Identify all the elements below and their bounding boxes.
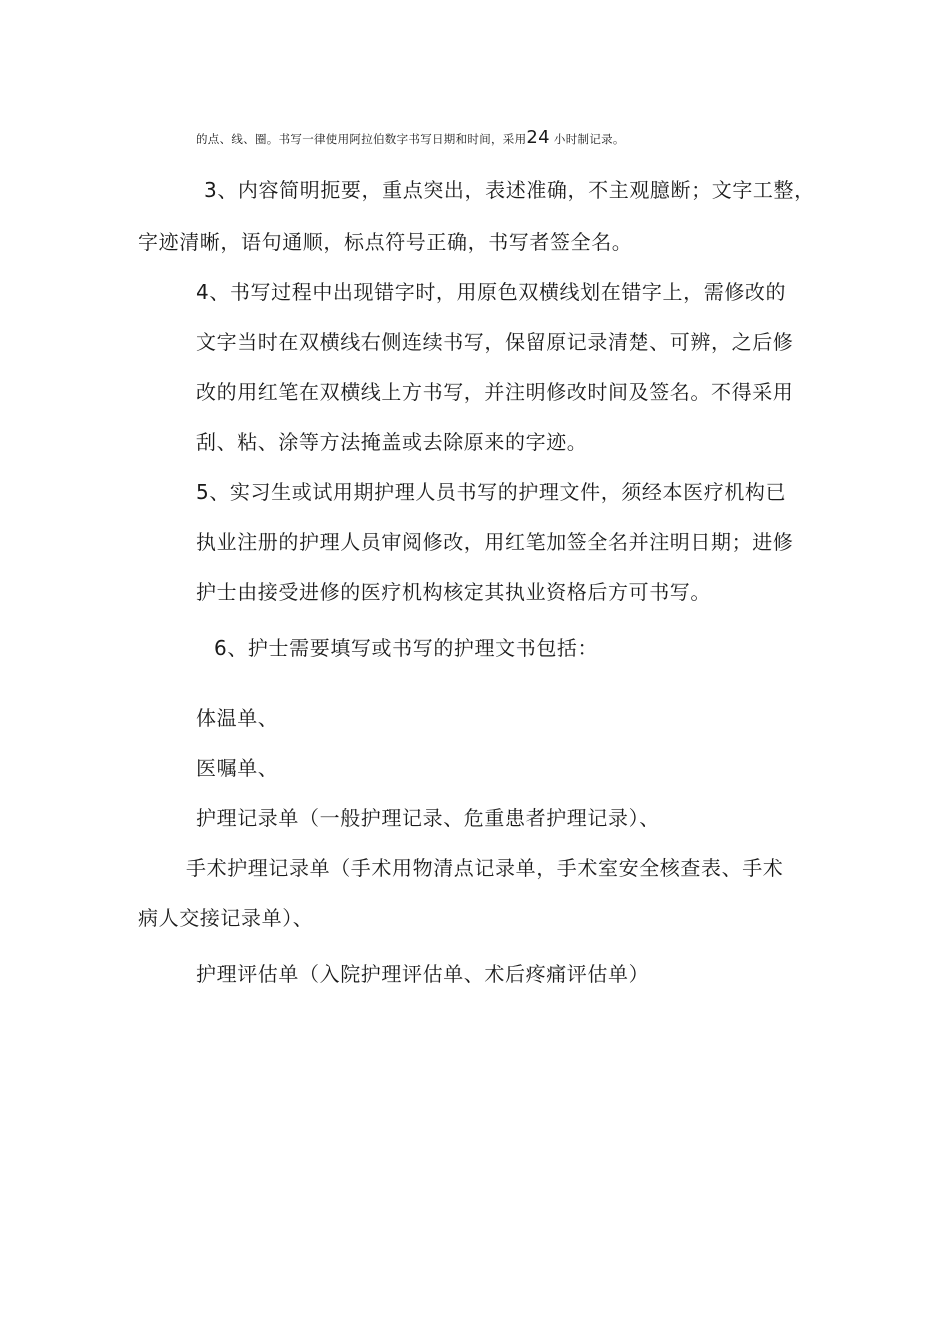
item4-line3: 改的用红笔在双横线上方书写，并注明修改时间及签名。不得采用 bbox=[196, 380, 794, 404]
top-note-text-2: 小时制记录。 bbox=[553, 132, 625, 146]
item4-line1: 4、书写过程中出现错字时，用原色双横线划在错字上，需修改的 bbox=[196, 280, 787, 304]
item4-line2: 文字当时在双横线右侧连续书写，保留原记录清楚、可辨，之后修 bbox=[196, 330, 794, 354]
item5-line1: 5、实习生或试用期护理人员书写的护理文件，须经本医疗机构已 bbox=[196, 480, 787, 504]
list-entry-assessment: 护理评估单（入院护理评估单、术后疼痛评估单） bbox=[196, 962, 650, 986]
item5-line2: 执业注册的护理人员审阅修改，用红笔加签全名并注明日期；进修 bbox=[196, 530, 794, 554]
item3-line1: 3、内容简明扼要，重点突出，表述准确，不主观臆断；文字工整， bbox=[204, 178, 815, 202]
list-entry-temperature: 体温单、 bbox=[196, 706, 279, 730]
list-entry-orders: 医嘱单、 bbox=[196, 756, 279, 780]
top-note-text-1: 的点、线、圈。书写一律使用阿拉伯数字书写日期和时间，采用 bbox=[196, 132, 527, 146]
list-entry-surgery-record-line2: 病人交接记录单）、 bbox=[138, 906, 314, 930]
list-entry-nursing-record: 护理记录单（一般护理记录、危重患者护理记录）、 bbox=[196, 806, 660, 830]
item3-line2: 字迹清晰，语句通顺，标点符号正确，书写者签全名。 bbox=[138, 230, 633, 254]
item5-line3: 护士由接受进修的医疗机构核定其执业资格后方可书写。 bbox=[196, 580, 711, 604]
top-note bbox=[196, 128, 625, 149]
item4-line4: 刮、粘、涂等方法掩盖或去除原来的字迹。 bbox=[196, 430, 588, 454]
list-entry-surgery-record-line1: 手术护理记录单（手术用物清点记录单，手术室安全核查表、手术 bbox=[186, 856, 784, 880]
top-note-number: 24 bbox=[526, 127, 550, 148]
item6-line1: 6、护士需要填写或书写的护理文书包括： bbox=[214, 636, 599, 660]
